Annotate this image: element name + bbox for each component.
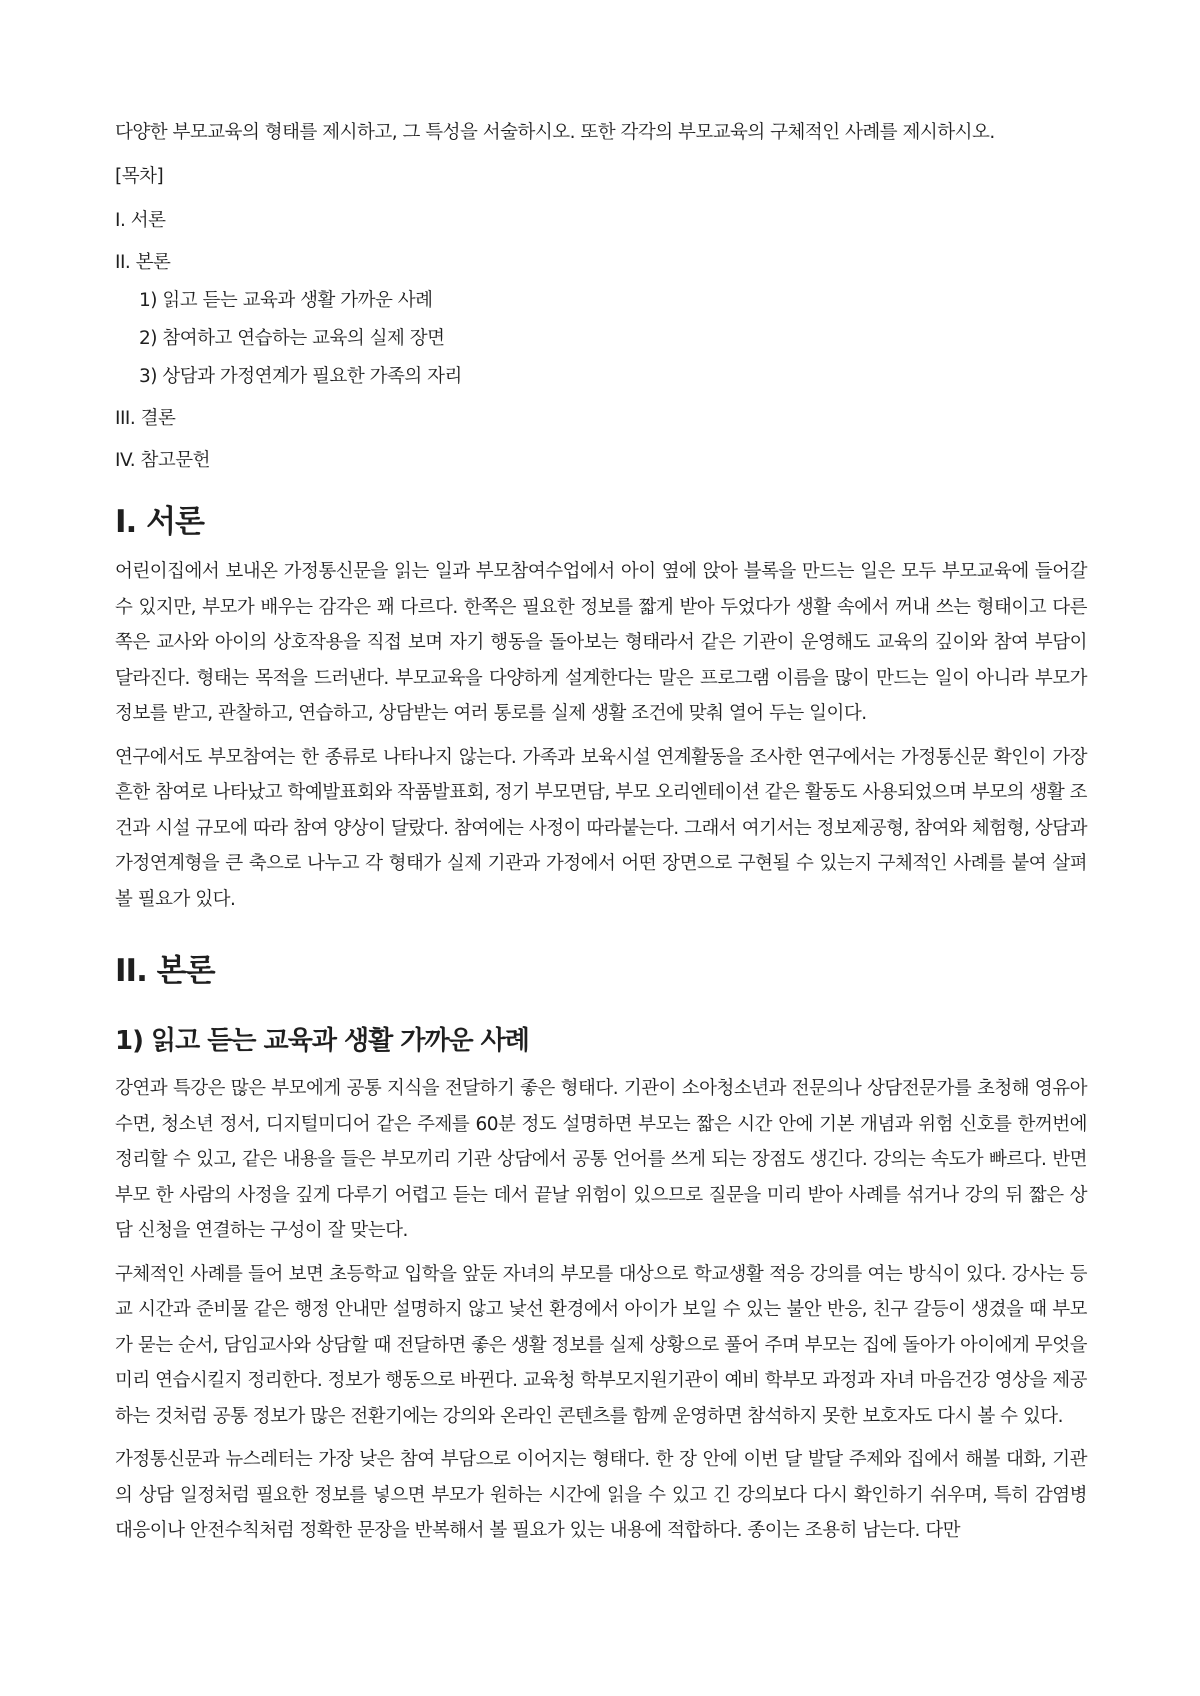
table-of-contents (115, 162, 1087, 476)
body-paragraph-2: 구체적인 사례를 들어 보면 초등학교 입학을 앞둔 자녀의 부모를 대상으로 학교생활 적응 강의를 여는 방식이 있다. 강사는 등교 시간과 준비물 같은 행정 안내만 설명하지 않고 낯선 환경에서 아이가 보일 수 있는 불안 반응, 친구 갈등이 생겼을 때 부모가 묻는 순서, 담임교사와 상담할 때 전달하면 좋은 생활 정보를 실제 상황으로 풀어 주며 부모는 집에 돌아가 아이에게 무엇을 미리 연습시킬지 정리한다. 정보가 행동으로 바뀐다. 교육청 학부모지원기관이 예비 학부모 과정과 자녀 마음건강 영상을 제공하는 것처럼 공통 정보가 많은 전환기에는 강의와 온라인 콘텐츠를 함께 운영하면 참석하지 못한 보호자도 다시 볼 수 있다. (115, 1263, 1088, 1427)
toc-item-body-3: 3) 상담과 가정연계가 필요한 가족의 자리 (139, 366, 462, 387)
intro-paragraph-2: 연구에서도 부모참여는 한 종류로 나타나지 않는다. 가족과 보육시설 연계활동을 조사한 연구에서는 가정통신문 확인이 가장 흔한 참여로 나타났고 학예발표회와 작품발표회, 정기 부모면담, 부모 오리엔테이션 같은 활동도 사용되었으며 부모의 생활 조건과 시설 규모에 따라 참여 양상이 달랐다. 참여에는 사정이 따라붙는다. 그래서 여기서는 정보제공형, 참여와 체험형, 상담과 가정연계형을 큰 축으로 나누고 각 형태가 실제 기관과 가정에서 어떤 장면으로 구현될 수 있는지 구체적인 사례를 붙여 살펴볼 필요가 있다. (115, 746, 1088, 910)
toc-heading: [목차] (115, 166, 164, 187)
toc-item-body: II. 본론 (115, 252, 171, 273)
intro-paragraph-1: 어린이집에서 보내온 가정통신문을 읽는 일과 부모참여수업에서 아이 옆에 앉아 블록을 만드는 일은 모두 부모교육에 들어갈 수 있지만, 부모가 배우는 감각은 꽤 다르다. 한쪽은 필요한 정보를 짧게 받아 두었다가 생활 속에서 꺼내 쓰는 형태이고 다른 쪽은 교사와 아이의 상호작용을 직접 보며 자기 행동을 돌아보는 형태라서 같은 기관이 운영해도 교육의 깊이와 참여 부담이 달라진다. 형태는 목적을 드러낸다. 부모교육을 다양하게 설계한다는 말은 프로그램 이름을 많이 만드는 일이 아니라 부모가 정보를 받고, 관찰하고, 연습하고, 상담받는 여러 통로를 실제 생활 조건에 맞춰 열어 두는 일이다. (115, 561, 1087, 724)
subsection-heading-1: 1) 읽고 듣는 교육과 생활 가까운 사례 (115, 1026, 529, 1056)
toc-item-body-2: 2) 참여하고 연습하는 교육의 실제 장면 (139, 328, 445, 349)
section-heading-intro: I. 서론 (115, 504, 204, 540)
body-paragraph-3: 가정통신문과 뉴스레터는 가장 낮은 참여 부담으로 이어지는 형태다. 한 장 안에 이번 달 발달 주제와 집에서 해볼 대화, 기관의 상담 일정처럼 필요한 정보를 넣으면 부모가 원하는 시간에 읽을 수 있고 긴 강의보다 다시 확인하기 쉬우며, 특히 감염병 대응이나 안전수칙처럼 정확한 문장을 반복해서 볼 필요가 있는 내용에 적합하다. 종이는 조용히 남는다. 다만 (115, 1449, 1087, 1541)
toc-item-body-1: 1) 읽고 듣는 교육과 생활 가까운 사례 (139, 290, 433, 311)
toc-item-conclusion: III. 결론 (115, 408, 176, 429)
assignment-prompt: 다양한 부모교육의 형태를 제시하고, 그 특성을 서술하시오. 또한 각각의 부모교육의 구체적인 사례를 제시하시오. (115, 122, 995, 143)
document-page (115, 118, 1087, 1557)
toc-item-intro: I. 서론 (115, 210, 166, 231)
body-paragraph-1: 강연과 특강은 많은 부모에게 공통 지식을 전달하기 좋은 형태다. 기관이 소아청소년과 전문의나 상담전문가를 초청해 영유아 수면, 청소년 정서, 디지털미디어 같은 주제를 60분 정도 설명하면 부모는 짧은 시간 안에 기본 개념과 위험 신호를 한꺼번에 정리할 수 있고, 같은 내용을 들은 부모끼리 기관 상담에서 공통 언어를 쓰게 되는 장점도 생긴다. 강의는 속도가 빠르다. 반면 부모 한 사람의 사정을 깊게 다루기 어렵고 듣는 데서 끝날 위험이 있으므로 질문을 미리 받아 사례를 섞거나 강의 뒤 짧은 상담 신청을 연결하는 구성이 잘 맞는다. (115, 1078, 1087, 1241)
toc-item-references: IV. 참고문헌 (115, 450, 210, 471)
section-heading-body: II. 본론 (115, 953, 215, 989)
